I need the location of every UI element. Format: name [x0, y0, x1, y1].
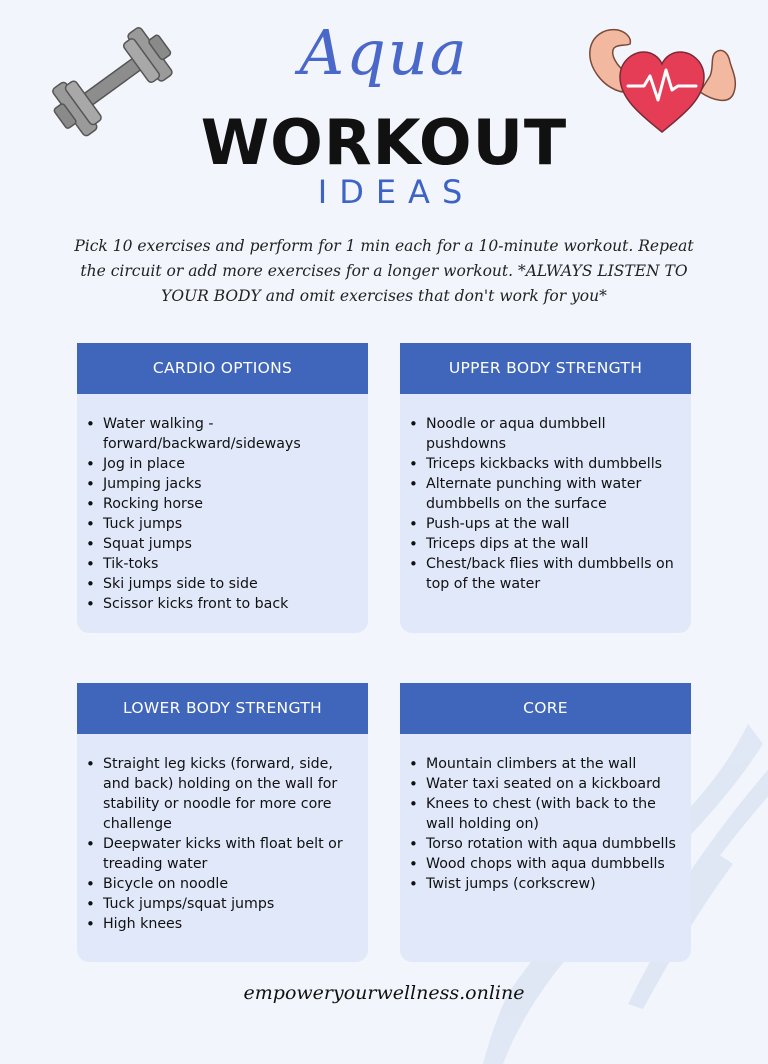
core-card: [400, 683, 691, 962]
list-item: • Knees to chest (with back to the wall holding on): [426, 794, 683, 834]
page-subtitle: IDEAS: [317, 173, 475, 211]
list-item: • High knees: [103, 914, 360, 934]
list-item: • Bicycle on noodle: [103, 874, 360, 894]
list-item: • Tuck jumps/squat jumps: [103, 894, 360, 914]
list-item: • Noodle or aqua dumbbell pushdowns: [426, 414, 683, 454]
list-item: • Push-ups at the wall: [426, 514, 683, 534]
list-item: • Chest/back flies with dumbbells on top of the water: [426, 554, 683, 594]
core-card-title: CORE: [400, 683, 691, 734]
list-item: • Straight leg kicks (forward, side, and back) holding on the wall for stability or noodle for more core challenge: [103, 754, 360, 834]
page-title: WORKOUT: [200, 106, 568, 179]
upper-body-card-title: UPPER BODY STRENGTH: [400, 343, 691, 394]
intro-paragraph: Pick 10 exercises and perform for 1 min each for a 10-minute workout. Repeat the circuit or add more exercises for a longer workout. *ALWAYS LISTEN TO YOUR BODY and omit exercises that don't work for you*: [74, 237, 694, 305]
lower-body-card: [77, 683, 368, 962]
list-item: • Water taxi seated on a kickboard: [426, 774, 683, 794]
list-item: • Jog in place: [103, 454, 360, 474]
upper-body-list: [400, 394, 691, 594]
list-item: • Alternate punching with water dumbbells on the surface: [426, 474, 683, 514]
list-item: • Triceps dips at the wall: [426, 534, 683, 554]
list-item: • Torso rotation with aqua dumbbells: [426, 834, 683, 854]
list-item: • Twist jumps (corkscrew): [426, 874, 683, 894]
lower-body-list: [77, 734, 368, 934]
list-item: • Tuck jumps: [103, 514, 360, 534]
list-item: • Tik-toks: [103, 554, 360, 574]
list-item: • Ski jumps side to side: [103, 574, 360, 594]
footer-website: empoweryourwellness.online: [243, 982, 525, 1004]
title-script: Aqua: [299, 16, 469, 89]
cardio-list: [77, 394, 368, 614]
list-item: • Triceps kickbacks with dumbbells: [426, 454, 683, 474]
list-item: • Jumping jacks: [103, 474, 360, 494]
lower-body-card-title: LOWER BODY STRENGTH: [77, 683, 368, 734]
list-item: • Scissor kicks front to back: [103, 594, 360, 614]
upper-body-card: [400, 343, 691, 633]
list-item: • Rocking horse: [103, 494, 360, 514]
core-list: [400, 734, 691, 894]
list-item: • Water walking - forward/backward/sideways: [103, 414, 360, 454]
cardio-card: [77, 343, 368, 633]
list-item: • Deepwater kicks with float belt or treading water: [103, 834, 360, 874]
cardio-card-title: CARDIO OPTIONS: [77, 343, 368, 394]
list-item: • Mountain climbers at the wall: [426, 754, 683, 774]
list-item: • Squat jumps: [103, 534, 360, 554]
list-item: • Wood chops with aqua dumbbells: [426, 854, 683, 874]
